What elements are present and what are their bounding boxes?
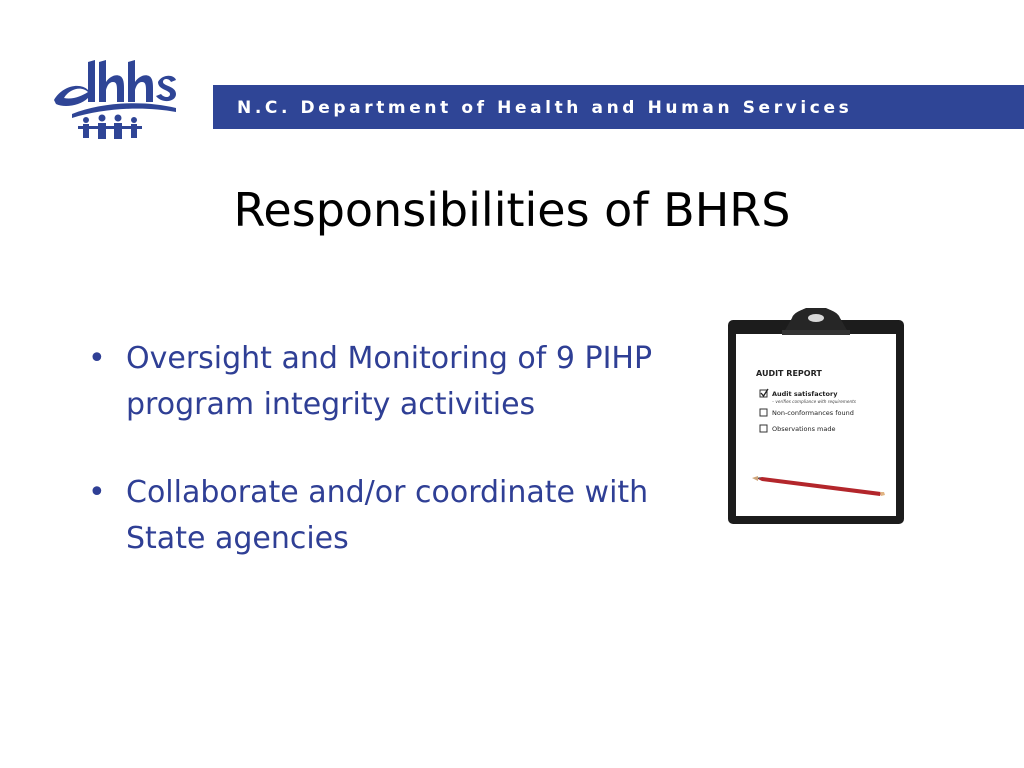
audit-item-label: Audit satisfactory [772,390,838,398]
bullet-dot: • [88,341,106,376]
bullet-text: Oversight and Monitoring of 9 PIHP program integrity activities [126,341,653,422]
audit-item-label: Observations made [772,425,836,433]
audit-item-note: – verifies compliance with requirements [772,399,856,404]
audit-report-heading: AUDIT REPORT [756,369,822,378]
slide-title: Responsibilities of BHRS [233,183,791,237]
bullet-list [88,336,698,604]
bullet-item [88,470,698,562]
department-name: N.C. Department of Health and Human Services [237,98,853,118]
bullet-text: Collaborate and/or coordinate with State agencies [126,475,649,556]
bullet-dot: • [88,475,106,510]
dhhs-logo [52,56,178,146]
audit-item-label: Non-conformances found [772,409,854,417]
header-banner [213,85,1024,129]
clipboard-clip-base [782,330,850,335]
clipboard-clip-hole [808,314,824,322]
clipboard-audit-report-image [722,300,910,530]
bullet-item [88,336,698,428]
